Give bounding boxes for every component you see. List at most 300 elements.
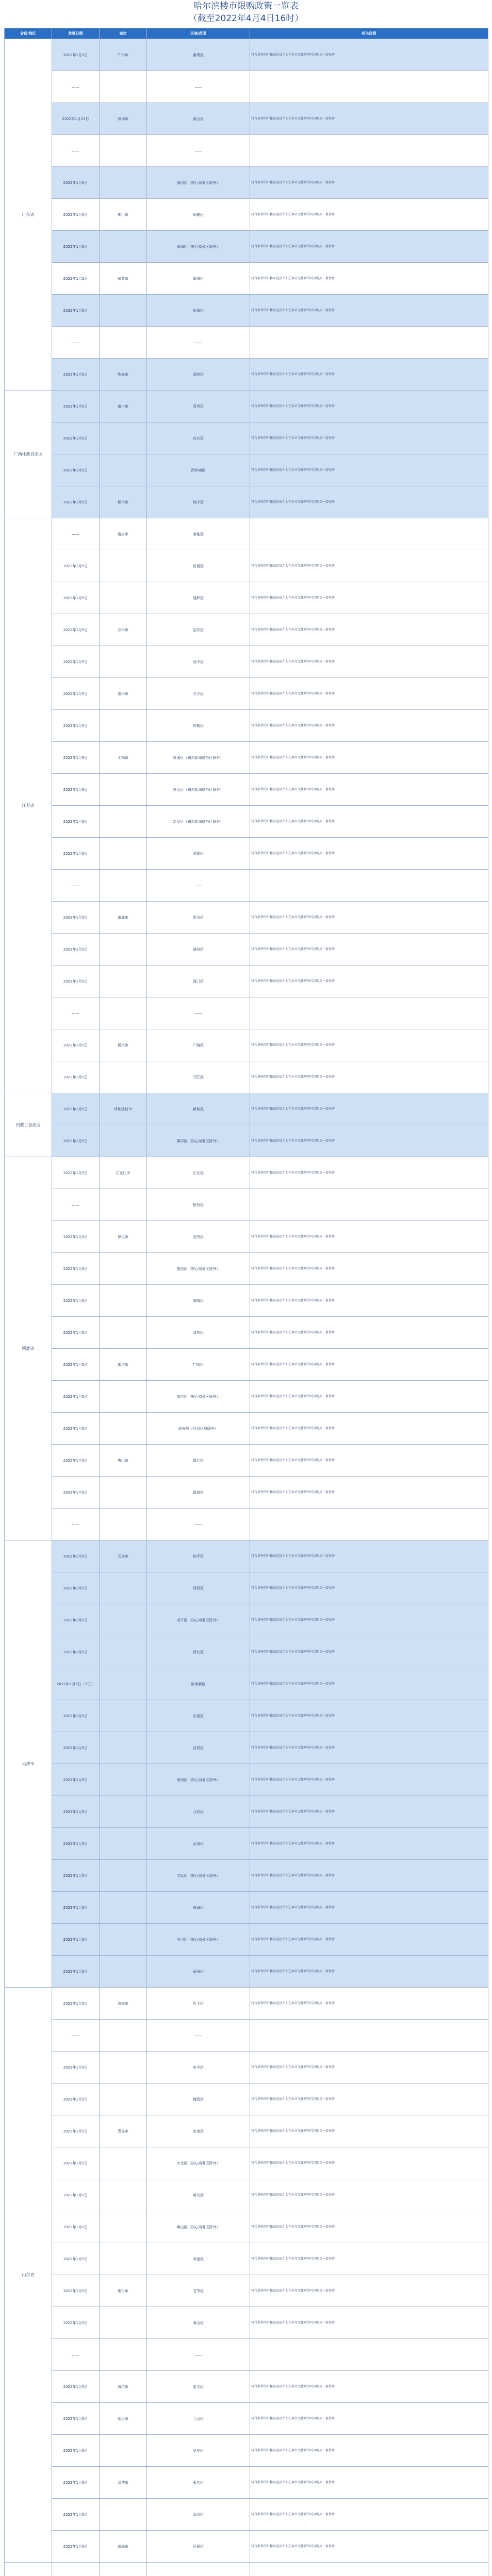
policy-cell: 符合条件的户籍家庭及个人在本市无住房的可以购买一套住房 <box>250 167 488 199</box>
date-cell: 2022年1月5日 <box>52 806 100 838</box>
policy-cell: 符合条件的户籍家庭及个人在本市无住房的可以购买一套住房 <box>250 1317 488 1349</box>
area-cell: 罗庄区 <box>147 2435 250 2467</box>
table-row <box>5 1860 488 1892</box>
policy-cell: 符合条件的户籍家庭及个人在本市无住房的可以购买一套住房 <box>250 1668 488 1700</box>
area-cell: 奎文区 <box>147 2371 250 2403</box>
area-cell: 安次区（核心商务区除外） <box>147 1381 250 1413</box>
date-cell: 2022年1月5日 <box>52 2531 100 2563</box>
table-row <box>5 1029 488 1061</box>
area-cell: 河西区 <box>147 1572 250 1604</box>
date-cell: 2022年1月5日 <box>52 678 100 710</box>
province-cell: 广西壮族自治区 <box>5 391 52 518</box>
table-row <box>5 1828 488 1860</box>
policy-cell: 符合条件的户籍家庭及个人在本市无住房的可以购买一套住房 <box>250 1349 488 1381</box>
date-cell: 2022年1月5日 <box>52 646 100 678</box>
city-cell <box>100 1381 147 1413</box>
area-cell: —— <box>147 997 250 1029</box>
table-row <box>5 2563 488 2576</box>
table-row <box>5 870 488 902</box>
city-cell <box>100 2435 147 2467</box>
table-row <box>5 2211 488 2243</box>
table-row <box>5 902 488 934</box>
policy-cell: 符合条件的户籍家庭及个人在本市无住房的可以购买一套住房 <box>250 1445 488 1477</box>
area-cell: 钟楼区 <box>147 710 250 742</box>
date-cell: 2022年1月5日（7日） <box>52 1668 100 1700</box>
area-cell: 南山区 <box>147 103 250 135</box>
header-policy: 相关政策 <box>250 28 488 39</box>
area-cell: 广阳区 <box>147 1349 250 1381</box>
date-cell: 2022年1月5日 <box>52 1029 100 1061</box>
city-cell: 无锡市 <box>100 742 147 774</box>
date-cell: —— <box>52 518 100 550</box>
city-cell <box>100 1892 147 1924</box>
date-cell: 2022年1月5日 <box>52 1317 100 1349</box>
city-cell <box>100 1509 147 1540</box>
title-line-1: 哈尔滨楼市限购政策一览表 <box>193 1 299 11</box>
date-cell: 2022年1月5日 <box>52 2083 100 2115</box>
city-cell <box>100 2307 147 2339</box>
province-cell: 河北省 <box>5 1157 52 1540</box>
table-row <box>5 1509 488 1540</box>
date-cell: 2022年1月5日 <box>52 1700 100 1732</box>
date-cell: 2022年1月5日 <box>52 1477 100 1509</box>
table-row <box>5 1381 488 1413</box>
table-row <box>5 2435 488 2467</box>
area-cell: 长安区 <box>147 1157 250 1189</box>
area-cell: 北辰区 <box>147 1796 250 1828</box>
city-cell <box>100 327 147 359</box>
city-cell: 潍坊市 <box>100 2371 147 2403</box>
policy-cell: 符合条件的户籍家庭及个人在本市无住房的可以购买一套住房 <box>250 2371 488 2403</box>
city-cell <box>100 71 147 103</box>
table-row <box>5 39 488 71</box>
date-cell: 2022年1月5日 <box>52 295 100 327</box>
area-cell: 顺德区 <box>147 199 250 231</box>
date-cell: 2022年1月5日 <box>52 2307 100 2339</box>
header-date: 政策日期 <box>52 28 100 39</box>
area-cell: 东丽区 <box>147 1700 250 1732</box>
area-cell: 良庆区 <box>147 422 250 454</box>
date-cell: 2022年1月5日 <box>52 1093 100 1125</box>
policy-cell: 符合条件的户籍家庭及个人在本市无住房的可以购买一套住房 <box>250 391 488 422</box>
policy-cell: 符合条件的户籍家庭及个人在本市无住房的可以购买一套住房 <box>250 1956 488 1988</box>
date-cell: 2022年1月5日 <box>52 2243 100 2275</box>
city-cell: 石家庄市 <box>100 1157 147 1189</box>
table-row <box>5 1668 488 1700</box>
policy-cell: 符合条件的户籍家庭及个人在本市无住房的可以购买一套住房 <box>250 838 488 870</box>
policy-cell: 符合条件的户籍家庭及个人在本市无住房的可以购买一套住房 <box>250 2499 488 2531</box>
date-cell: 2022年1月5日 <box>52 1285 100 1317</box>
policy-cell: 符合条件的户籍家庭及个人在本市无住房的可以购买一套住房 <box>250 2211 488 2243</box>
city-cell <box>100 934 147 965</box>
city-cell: 深圳市 <box>100 103 147 135</box>
date-cell: 2022年1月5日 <box>52 1413 100 1445</box>
area-cell: 西乡塘区 <box>147 454 250 486</box>
province-cell <box>5 2563 52 2576</box>
area-cell: 河北区 <box>147 1636 250 1668</box>
city-cell: 珠海市 <box>100 359 147 391</box>
date-cell: 2022年1月5日 <box>52 965 100 997</box>
table-row <box>5 454 488 486</box>
province-cell: 内蒙古自治区 <box>5 1093 52 1157</box>
city-cell: 扬州市 <box>100 1029 147 1061</box>
city-cell <box>100 965 147 997</box>
table-row <box>5 1956 488 1988</box>
table-row <box>5 742 488 774</box>
table-row <box>5 1189 488 1221</box>
policy-cell <box>250 2339 488 2371</box>
table-row <box>5 710 488 742</box>
table-row <box>5 486 488 518</box>
city-cell <box>100 167 147 199</box>
policy-cell <box>250 997 488 1029</box>
table-row <box>5 550 488 582</box>
area-cell: 武清区 <box>147 1828 250 1860</box>
city-cell <box>100 806 147 838</box>
city-cell <box>100 1477 147 1509</box>
city-cell <box>100 582 147 614</box>
policy-cell: 符合条件的户籍家庭及个人在本市无住房的可以购买一套住房 <box>250 1988 488 2020</box>
table-row <box>5 391 488 422</box>
area-cell: 东城区 <box>147 295 250 327</box>
policy-cell <box>250 1509 488 1540</box>
policy-cell <box>250 2563 488 2576</box>
date-cell: 2022年1月5日 <box>52 454 100 486</box>
area-cell: 芝罘区 <box>147 2275 250 2307</box>
area-cell: 市北区（核心商务区除外） <box>147 2147 250 2179</box>
policy-cell: 符合条件的户籍家庭及个人在本市无住房的可以购买一套住房 <box>250 2243 488 2275</box>
area-cell: 兰山区 <box>147 2403 250 2435</box>
city-cell <box>100 1732 147 1764</box>
city-cell <box>100 422 147 454</box>
province-cell: 广东省 <box>5 39 52 391</box>
city-cell: 天津市 <box>100 1540 147 1572</box>
policy-cell: 符合条件的户籍家庭及个人在本市无住房的可以购买一套住房 <box>250 582 488 614</box>
date-cell: 2022年1月5日 <box>52 2115 100 2147</box>
city-cell: 东莞市 <box>100 263 147 295</box>
policy-cell: 符合条件的户籍家庭及个人在本市无住房的可以购买一套住房 <box>250 902 488 934</box>
table-row <box>5 678 488 710</box>
table-row <box>5 614 488 646</box>
city-cell <box>100 997 147 1029</box>
area-cell: 宝坻区（核心商务区除外） <box>147 1860 250 1892</box>
city-cell <box>100 2179 147 2211</box>
city-cell <box>100 2499 147 2531</box>
policy-cell: 符合条件的户籍家庭及个人在本市无住房的可以购买一套住房 <box>250 1604 488 1636</box>
policy-cell: 符合条件的户籍家庭及个人在本市无住房的可以购买一套住房 <box>250 359 488 391</box>
area-cell: 新城区 <box>147 1093 250 1125</box>
area-cell: 香洲区 <box>147 359 250 391</box>
date-cell: 2022年1月5日 <box>52 486 100 518</box>
policy-cell: 符合条件的户籍家庭及个人在本市无住房的可以购买一套住房 <box>250 1764 488 1796</box>
city-cell <box>100 2020 147 2052</box>
city-cell <box>100 1860 147 1892</box>
date-cell: 2022年1月1日 <box>52 39 100 71</box>
policy-cell: 符合条件的户籍家庭及个人在本市无住房的可以购买一套住房 <box>250 295 488 327</box>
table-row <box>5 103 488 135</box>
date-cell: —— <box>52 997 100 1029</box>
date-cell: 2022年1月5日 <box>52 1764 100 1796</box>
table-row <box>5 2115 488 2147</box>
city-cell <box>100 2052 147 2083</box>
area-cell: 广陵区 <box>147 1029 250 1061</box>
area-cell: 滨海新区 <box>147 1668 250 1700</box>
area-cell <box>147 2563 250 2576</box>
city-cell <box>100 295 147 327</box>
policy-cell: 符合条件的户籍家庭及个人在本市无住房的可以购买一套住房 <box>250 454 488 486</box>
city-cell <box>100 2083 147 2115</box>
table-row <box>5 1285 488 1317</box>
table-row <box>5 1445 488 1477</box>
date-cell: 2022年1月5日 <box>52 550 100 582</box>
area-cell: 李沧区 <box>147 2243 250 2275</box>
table-row <box>5 518 488 550</box>
policy-cell: 符合条件的户籍家庭及个人在本市无住房的可以购买一套住房 <box>250 1093 488 1125</box>
area-cell: 南城区 <box>147 263 250 295</box>
area-cell: 桥西区 <box>147 1189 250 1221</box>
policy-cell: 符合条件的户籍家庭及个人在本市无住房的可以购买一套住房 <box>250 486 488 518</box>
policy-cell: 符合条件的户籍家庭及个人在本市无住房的可以购买一套住房 <box>250 231 488 263</box>
area-cell: 滨湖区 <box>147 838 250 870</box>
table-row <box>5 1093 488 1125</box>
table-row <box>5 2020 488 2052</box>
table-row <box>5 1349 488 1381</box>
table-row <box>5 231 488 263</box>
date-cell: —— <box>52 1509 100 1540</box>
city-cell: 南通市 <box>100 902 147 934</box>
city-cell <box>100 2243 147 2275</box>
date-cell: 2022年1月5日 <box>52 742 100 774</box>
area-cell: 西青区 <box>147 1732 250 1764</box>
policy-cell: 符合条件的户籍家庭及个人在本市无住房的可以购买一套住房 <box>250 2435 488 2467</box>
table-row <box>5 2467 488 2499</box>
area-cell: 惠山区（锡东新城商务区除外） <box>147 774 250 806</box>
city-cell: 济南市 <box>100 1988 147 2020</box>
city-cell <box>100 550 147 582</box>
policy-cell: 符合条件的户籍家庭及个人在本市无住房的可以购买一套住房 <box>250 2179 488 2211</box>
policy-cell: 符合条件的户籍家庭及个人在本市无住房的可以购买一套住房 <box>250 1540 488 1572</box>
table-row <box>5 2371 488 2403</box>
date-cell: 2022年1月5日 <box>52 2403 100 2435</box>
policy-cell: 符合条件的户籍家庭及个人在本市无住房的可以购买一套住房 <box>250 1061 488 1093</box>
table-row <box>5 806 488 838</box>
policy-cell: 符合条件的户籍家庭及个人在本市无住房的可以购买一套住房 <box>250 2531 488 2563</box>
date-cell: 2022年1月5日 <box>52 2435 100 2467</box>
policy-cell: 符合条件的户籍家庭及个人在本市无住房的可以购买一套住房 <box>250 199 488 231</box>
table-row <box>5 359 488 391</box>
area-cell: 莲池区（核心商务区除外） <box>147 1253 250 1285</box>
policy-cell: 符合条件的户籍家庭及个人在本市无住房的可以购买一套住房 <box>250 2147 488 2179</box>
policy-cell: 符合条件的户籍家庭及个人在本市无住房的可以购买一套住房 <box>250 774 488 806</box>
area-cell: 崂山区（核心商务区除外） <box>147 2211 250 2243</box>
city-cell <box>100 135 147 167</box>
area-cell: 市中区 <box>147 2052 250 2083</box>
city-cell: 威海市 <box>100 2531 147 2563</box>
date-cell: 2022年1月5日 <box>52 1892 100 1924</box>
area-cell: 莱山区 <box>147 2307 250 2339</box>
policy-cell <box>250 870 488 902</box>
date-cell: 2022年1月5日 <box>52 1221 100 1253</box>
date-cell: 2022年1月13日 <box>52 103 100 135</box>
area-cell: 路北区 <box>147 1445 250 1477</box>
date-cell: 2022年1月5日 <box>52 2179 100 2211</box>
policy-cell: 符合条件的户籍家庭及个人在本市无住房的可以购买一套住房 <box>250 1924 488 1956</box>
date-cell: 2022年1月2日 <box>52 263 100 295</box>
area-cell: 南开区（核心商务区除外） <box>147 1604 250 1636</box>
province-cell: 天津市 <box>5 1540 52 1988</box>
area-cell: 竞秀区 <box>147 1221 250 1253</box>
date-cell: 2022年1月5日 <box>52 934 100 965</box>
city-cell: 烟台市 <box>100 2275 147 2307</box>
city-cell <box>100 1924 147 1956</box>
city-cell <box>100 1796 147 1828</box>
policy-cell: 符合条件的户籍家庭及个人在本市无住房的可以购买一套住房 <box>250 1796 488 1828</box>
city-cell <box>100 774 147 806</box>
table-row <box>5 965 488 997</box>
city-cell: 南宁市 <box>100 391 147 422</box>
city-cell: 柳州市 <box>100 486 147 518</box>
table-row <box>5 1700 488 1732</box>
city-cell: 临沂市 <box>100 2403 147 2435</box>
table-row <box>5 1892 488 1924</box>
date-cell: 2022年1月5日 <box>52 1381 100 1413</box>
city-cell: 广州市 <box>100 39 147 71</box>
table-row <box>5 1157 488 1189</box>
area-cell: —— <box>147 135 250 167</box>
area-cell: —— <box>147 71 250 103</box>
policy-cell: 符合条件的户籍家庭及个人在本市无住房的可以购买一套住房 <box>250 1381 488 1413</box>
table-row <box>5 582 488 614</box>
table-row <box>5 1540 488 1572</box>
policy-cell: 符合条件的户籍家庭及个人在本市无住房的可以购买一套住房 <box>250 678 488 710</box>
table-row <box>5 1924 488 1956</box>
city-cell <box>100 1189 147 1221</box>
date-cell: 2022年1月5日 <box>52 614 100 646</box>
date-cell: 2022年1月5日 <box>52 2147 100 2179</box>
table-row <box>5 1636 488 1668</box>
table-header-row <box>5 28 488 39</box>
policy-cell: 符合条件的户籍家庭及个人在本市无住房的可以购买一套住房 <box>250 934 488 965</box>
date-cell: 2022年1月5日 <box>52 1125 100 1157</box>
city-cell <box>100 1285 147 1317</box>
city-cell <box>100 1956 147 1988</box>
area-cell: 宁河区（核心商务区除外） <box>147 1924 250 1956</box>
policy-cell: 符合条件的户籍家庭及个人在本市无住房的可以购买一套住房 <box>250 710 488 742</box>
area-cell: 秦淮区 <box>147 518 250 550</box>
policy-cell: 符合条件的户籍家庭及个人在本市无住房的可以购买一套住房 <box>250 422 488 454</box>
table-row <box>5 327 488 359</box>
header-province: 省份/地区 <box>5 28 52 39</box>
table-row <box>5 1061 488 1093</box>
area-cell: 固安县（环京区域除外） <box>147 1413 250 1445</box>
city-cell <box>100 1317 147 1349</box>
date-cell: 2022年1月5日 <box>52 1445 100 1477</box>
date-cell: 2022年1月5日 <box>52 1924 100 1956</box>
policy-cell: 符合条件的户籍家庭及个人在本市无住房的可以购买一套住房 <box>250 39 488 71</box>
policy-cell <box>250 2020 488 2052</box>
table-row <box>5 2147 488 2179</box>
province-cell: 山东省 <box>5 1988 52 2563</box>
policy-cell: 符合条件的户籍家庭及个人在本市无住房的可以购买一套住房 <box>250 263 488 295</box>
city-cell: 淄博市 <box>100 2467 147 2499</box>
area-cell: 天宁区 <box>147 678 250 710</box>
policy-cell: 符合条件的户籍家庭及个人在本市无住房的可以购买一套住房 <box>250 1253 488 1285</box>
date-cell: 2022年1月5日 <box>52 167 100 199</box>
city-cell: 苏州市 <box>100 614 147 646</box>
city-cell <box>100 2147 147 2179</box>
city-cell <box>100 1572 147 1604</box>
table-row <box>5 2499 488 2531</box>
city-cell <box>100 2339 147 2371</box>
policy-cell: 符合条件的户籍家庭及个人在本市无住房的可以购买一套住房 <box>250 2307 488 2339</box>
table-row <box>5 2403 488 2435</box>
date-cell: 2022年1月5日 <box>52 1572 100 1604</box>
city-cell: 廊坊市 <box>100 1349 147 1381</box>
date-cell: 2022年1月5日 <box>52 1349 100 1381</box>
area-cell: 城中区 <box>147 486 250 518</box>
table-body <box>5 39 488 2576</box>
table-row <box>5 1604 488 1636</box>
table-row <box>5 1764 488 1796</box>
city-cell <box>100 646 147 678</box>
city-cell <box>100 838 147 870</box>
table-row <box>5 1317 488 1349</box>
area-cell: 满城区 <box>147 1285 250 1317</box>
area-cell: 静海区 <box>147 1892 250 1924</box>
policy-cell: 符合条件的户籍家庭及个人在本市无住房的可以购买一套住房 <box>250 742 488 774</box>
table-row <box>5 2083 488 2115</box>
date-cell: 2022年1月5日 <box>52 199 100 231</box>
table-row <box>5 2275 488 2307</box>
area-cell: 建邺区 <box>147 582 250 614</box>
date-cell: 2022年1月5日 <box>52 2211 100 2243</box>
area-cell: 淄川区 <box>147 2499 250 2531</box>
date-cell: 2022年1月5日 <box>52 1604 100 1636</box>
policy-cell: 符合条件的户籍家庭及个人在本市无住房的可以购买一套住房 <box>250 103 488 135</box>
table-row <box>5 646 488 678</box>
table-row <box>5 934 488 965</box>
policy-cell: 符合条件的户籍家庭及个人在本市无住房的可以购买一套住房 <box>250 1636 488 1668</box>
city-cell <box>100 1125 147 1157</box>
policy-cell: 符合条件的户籍家庭及个人在本市无住房的可以购买一套住房 <box>250 614 488 646</box>
date-cell: 2022年1月5日 <box>52 582 100 614</box>
table-row <box>5 2179 488 2211</box>
area-cell: 清苑区 <box>147 1317 250 1349</box>
date-cell: —— <box>52 327 100 359</box>
policy-cell: 符合条件的户籍家庭及个人在本市无住房的可以购买一套住房 <box>250 1572 488 1604</box>
area-cell: 南海区（核心商务区除外） <box>147 231 250 263</box>
city-cell <box>100 1828 147 1860</box>
date-cell: 2022年1月5日 <box>52 902 100 934</box>
policy-cell: 符合条件的户籍家庭及个人在本市无住房的可以购买一套住房 <box>250 1700 488 1732</box>
city-cell: 南京市 <box>100 518 147 550</box>
area-cell: 新吴区（锡东新城商务区除外） <box>147 806 250 838</box>
policy-cell: 符合条件的户籍家庭及个人在本市无住房的可以购买一套住房 <box>250 646 488 678</box>
city-cell <box>100 1604 147 1636</box>
policy-cell: 符合条件的户籍家庭及个人在本市无住房的可以购买一套住房 <box>250 806 488 838</box>
policy-cell: 符合条件的户籍家庭及个人在本市无住房的可以购买一套住房 <box>250 2115 488 2147</box>
date-cell: 2022年1月5日 <box>52 1061 100 1093</box>
policy-cell <box>250 327 488 359</box>
table-row <box>5 997 488 1029</box>
table-row <box>5 1796 488 1828</box>
policy-cell: 符合条件的户籍家庭及个人在本市无住房的可以购买一套住房 <box>250 1892 488 1924</box>
table-row <box>5 199 488 231</box>
table-row <box>5 1477 488 1509</box>
area-cell: 姑苏区 <box>147 614 250 646</box>
area-cell: 福田区（核心商务区除外） <box>147 167 250 199</box>
date-cell: —— <box>52 135 100 167</box>
